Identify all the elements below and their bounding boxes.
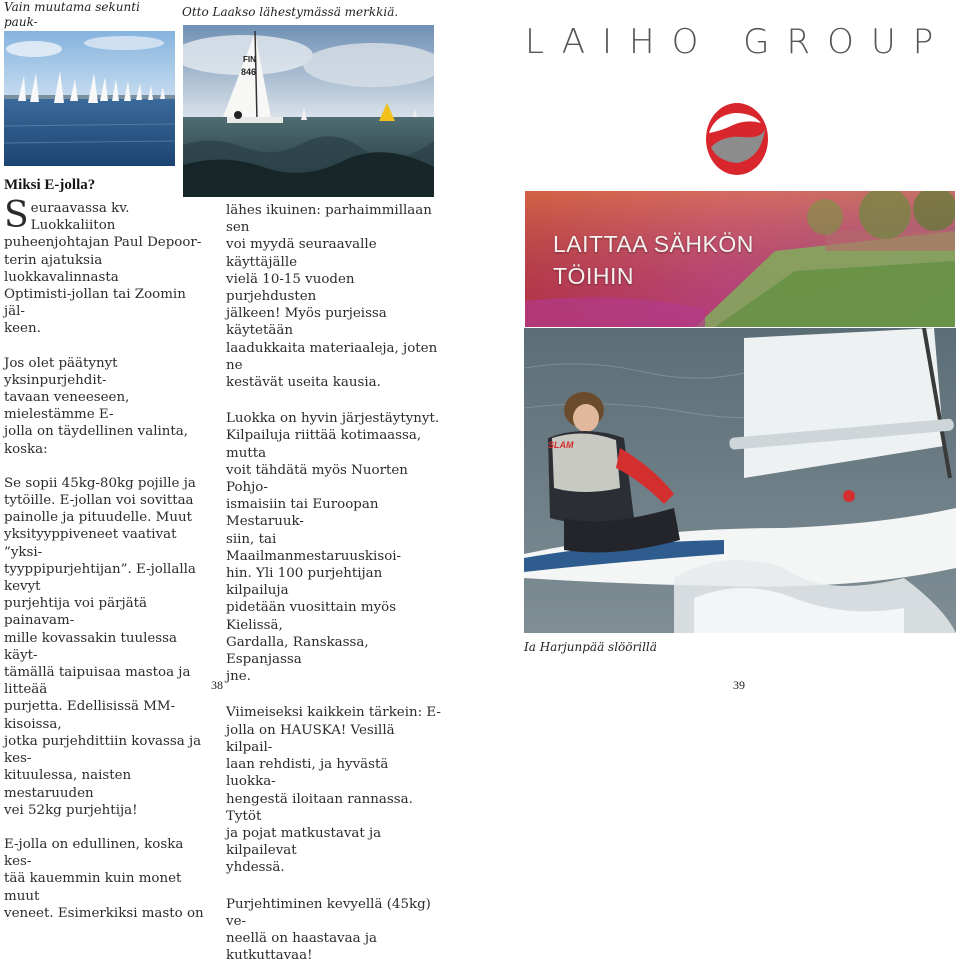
- paragraph-4: E-jolla on edullinen, koska kes- tää kauemmin kuin monet muut veneet. Esimerkiksi masto on: [4, 836, 204, 921]
- paragraph-6: Luokka on hyvin järjestäytynyt. Kilpailuja riittää kotimaassa, mutta voit tähdätä myös Nuorten Pohjo- ismaisiin tai Euroopan Mestaruuk- siin, tai Maailmanmestaruuskisoi- hin. Yli 100 purjehtijan kilpailuja pidetään vuosittain myös Kielissä, Gardalla, Ranskassa, Espanjassa jne.: [226, 411, 440, 685]
- paragraph-intro: [4, 195, 209, 338]
- page-number-right: 39: [733, 678, 745, 692]
- drop-cap: S: [4, 195, 29, 236]
- ad-title-line2: TÖIHIN: [553, 263, 634, 289]
- sailor-photo-caption: Ia Harjunpää slöörillä: [524, 640, 657, 654]
- middle-photo-caption: Otto Laakso lähestymässä merkkiä.: [182, 5, 399, 19]
- ad-title-line1: LAITTAA SÄHKÖN: [553, 231, 754, 257]
- intro-text: euraavassa kv. Luokkaliiton puheenjohtajan Paul Depoor- terin ajatuksia luokkavalinnasta Optimisti-jollan tai Zoomin jäl- keen.: [4, 201, 202, 337]
- article-column-2: [226, 202, 441, 964]
- sail-number: 846: [241, 67, 257, 77]
- paragraph-5: lähes ikuinen: parhaimmillaan sen voi myydä seuraavalle käyttäjälle vielä 10-15 vuoden purjehdusten jälkeen! Myös purjeissa käytetään laadukkaita materiaaleja, joten ne kestävät useita kausia.: [226, 203, 438, 391]
- left-photo-caption: Vain muutama sekunti pauk-: [4, 0, 140, 29]
- s-logo-icon: [703, 101, 771, 177]
- ad-banner: [525, 191, 955, 327]
- sailing-photo: [183, 25, 434, 197]
- page-number-left: 38: [211, 678, 223, 692]
- laiho-group-logo: LAIHO GROUP: [525, 22, 951, 62]
- regatta-photo: [4, 31, 175, 166]
- sailor-photo: [524, 328, 956, 633]
- paragraph-2: Jos olet päätynyt yksinpurjehdit- tavaan veneeseen, mielestämme E- jolla on täydellinen valinta, koska:: [4, 355, 189, 457]
- paragraph-3: Se sopii 45kg-80kg pojille ja tytöille. E-jollan voi sovittaa painolle ja pituudelle. Muut yksityyppiveneet vaativat ”yksi- tyyppipurjehtijan”. E-jollalla kevyt purjehtija voi pärjätä painavam- mille kovassakin tuulessa käyt- tämällä taipuisaa mastoa ja litteää purjetta. Edellisissä MM-kisoissa, jotka purjehdittiin kovassa ja kes- kituulessa, naisten mestaruuden vei 52kg purjehtija!: [4, 475, 202, 818]
- article-heading: Miksi E-jolla?: [4, 177, 96, 193]
- sail-country: FIN: [243, 55, 256, 64]
- article-column-1: [4, 176, 209, 922]
- paragraph-8: Purjehtiminen kevyellä (45kg) ve- neellä on haastavaa ja kutkuttavaa!: [226, 896, 431, 964]
- paragraph-7: Viimeiseksi kaikkein tärkein: E- jolla on HAUSKA! Vesillä kilpail- laan rehdisti, ja hyvästä luokka- hengestä iloitaan rannassa. Tytöt ja pojat matkustavat ja kilpailevat yhdessä.: [226, 705, 441, 876]
- jacket-brand: SLAM: [548, 440, 574, 450]
